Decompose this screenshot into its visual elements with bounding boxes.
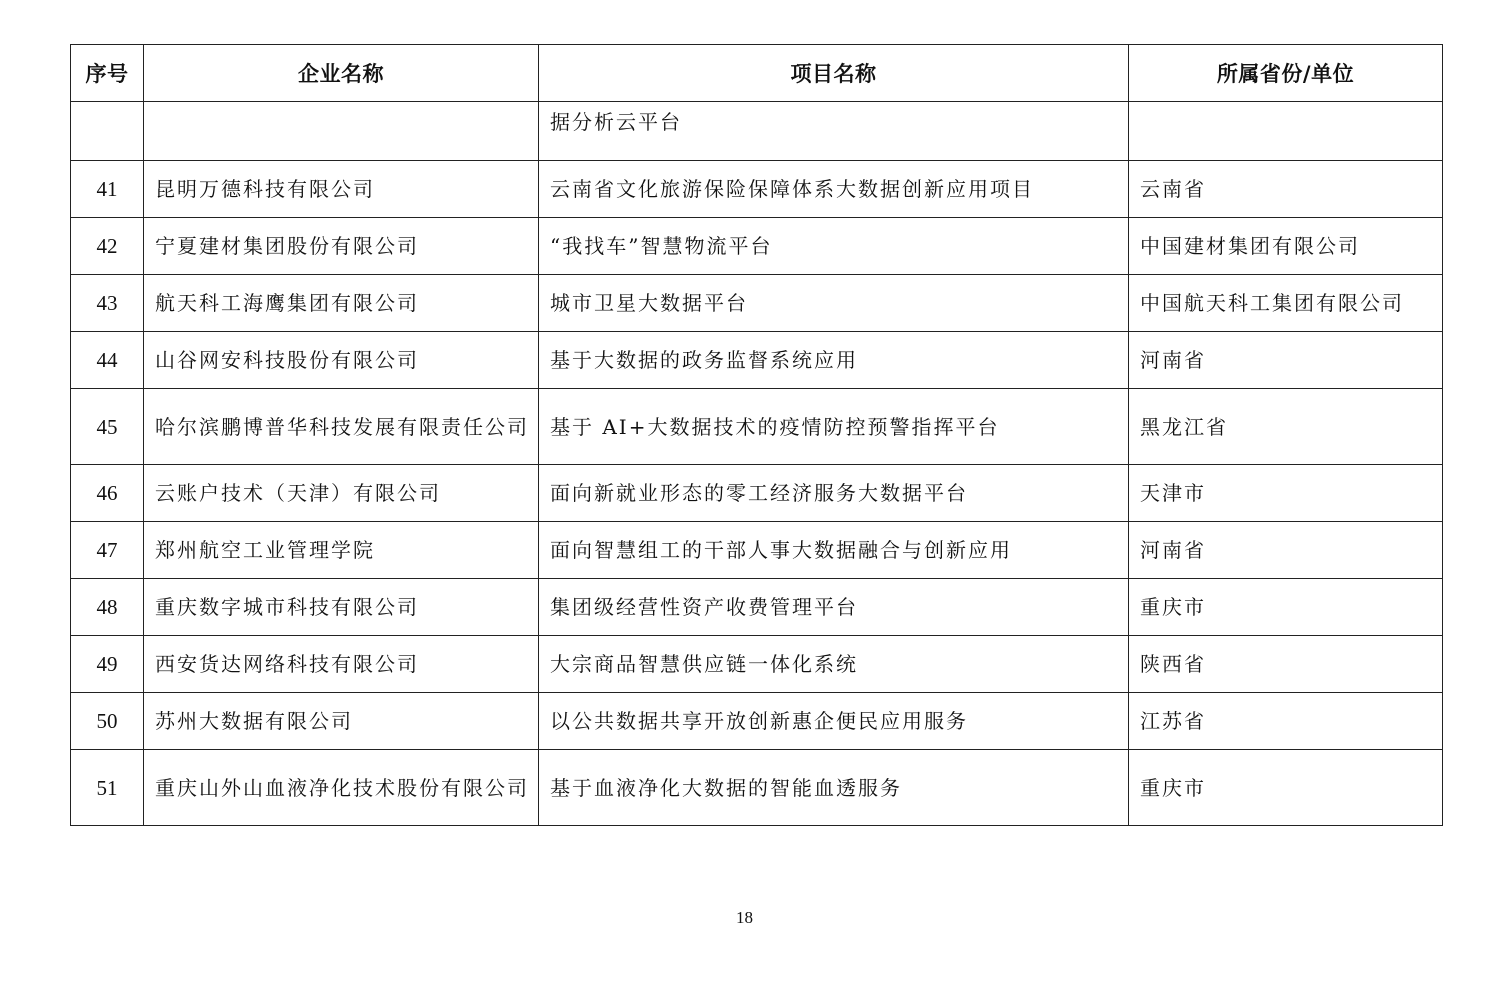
row-no: 44	[71, 332, 144, 389]
row-project: 面向智慧组工的干部人事大数据融合与创新应用	[539, 522, 1129, 579]
header-province: 所属省份/单位	[1129, 45, 1443, 102]
row-company: 昆明万德科技有限公司	[144, 161, 539, 218]
row-company: 云账户技术（天津）有限公司	[144, 465, 539, 522]
row-province: 重庆市	[1129, 750, 1443, 826]
table-row	[71, 693, 1443, 750]
table-row	[71, 750, 1443, 826]
table-row	[71, 389, 1443, 465]
row-province: 中国建材集团有限公司	[1129, 218, 1443, 275]
row-no: 49	[71, 636, 144, 693]
row-project: 基于 AI+大数据技术的疫情防控预警指挥平台	[539, 389, 1129, 465]
header-project: 项目名称	[539, 45, 1129, 102]
row-province: 重庆市	[1129, 579, 1443, 636]
row-project: 城市卫星大数据平台	[539, 275, 1129, 332]
table-row	[71, 218, 1443, 275]
row-project: 基于血液净化大数据的智能血透服务	[539, 750, 1129, 826]
row-province: 河南省	[1129, 522, 1443, 579]
row-company: 航天科工海鹰集团有限公司	[144, 275, 539, 332]
table-row	[71, 465, 1443, 522]
row-no: 45	[71, 389, 144, 465]
row-project: 以公共数据共享开放创新惠企便民应用服务	[539, 693, 1129, 750]
row-no	[71, 102, 144, 161]
row-province: 云南省	[1129, 161, 1443, 218]
row-project: 基于大数据的政务监督系统应用	[539, 332, 1129, 389]
row-project: 云南省文化旅游保险保障体系大数据创新应用项目	[539, 161, 1129, 218]
row-province: 中国航天科工集团有限公司	[1129, 275, 1443, 332]
row-province: 天津市	[1129, 465, 1443, 522]
table-row	[71, 579, 1443, 636]
table-header-row	[71, 45, 1443, 102]
table-row	[71, 636, 1443, 693]
row-no: 51	[71, 750, 144, 826]
row-province: 江苏省	[1129, 693, 1443, 750]
table-row	[71, 332, 1443, 389]
row-project: 集团级经营性资产收费管理平台	[539, 579, 1129, 636]
projects-table	[70, 44, 1443, 826]
row-province: 河南省	[1129, 332, 1443, 389]
header-company: 企业名称	[144, 45, 539, 102]
row-no: 46	[71, 465, 144, 522]
row-company: 山谷网安科技股份有限公司	[144, 332, 539, 389]
header-no: 序号	[71, 45, 144, 102]
row-no: 41	[71, 161, 144, 218]
table-row	[71, 522, 1443, 579]
row-company: 重庆山外山血液净化技术股份有限公司	[144, 750, 539, 826]
row-no: 48	[71, 579, 144, 636]
row-project: 大宗商品智慧供应链一体化系统	[539, 636, 1129, 693]
row-no: 47	[71, 522, 144, 579]
row-company: 苏州大数据有限公司	[144, 693, 539, 750]
row-no: 50	[71, 693, 144, 750]
row-province	[1129, 102, 1443, 161]
table-row	[71, 161, 1443, 218]
row-company: 郑州航空工业管理学院	[144, 522, 539, 579]
row-project: 面向新就业形态的零工经济服务大数据平台	[539, 465, 1129, 522]
row-no: 42	[71, 218, 144, 275]
row-project: 据分析云平台	[539, 102, 1129, 161]
row-company: 重庆数字城市科技有限公司	[144, 579, 539, 636]
row-province: 黑龙江省	[1129, 389, 1443, 465]
row-company: 哈尔滨鹏博普华科技发展有限责任公司	[144, 389, 539, 465]
row-province: 陕西省	[1129, 636, 1443, 693]
table-row	[71, 275, 1443, 332]
row-no: 43	[71, 275, 144, 332]
table-row	[71, 102, 1443, 161]
row-company: 西安货达网络科技有限公司	[144, 636, 539, 693]
row-company	[144, 102, 539, 161]
page-number: 18	[736, 908, 753, 927]
row-project: “我找车”智慧物流平台	[539, 218, 1129, 275]
row-company: 宁夏建材集团股份有限公司	[144, 218, 539, 275]
